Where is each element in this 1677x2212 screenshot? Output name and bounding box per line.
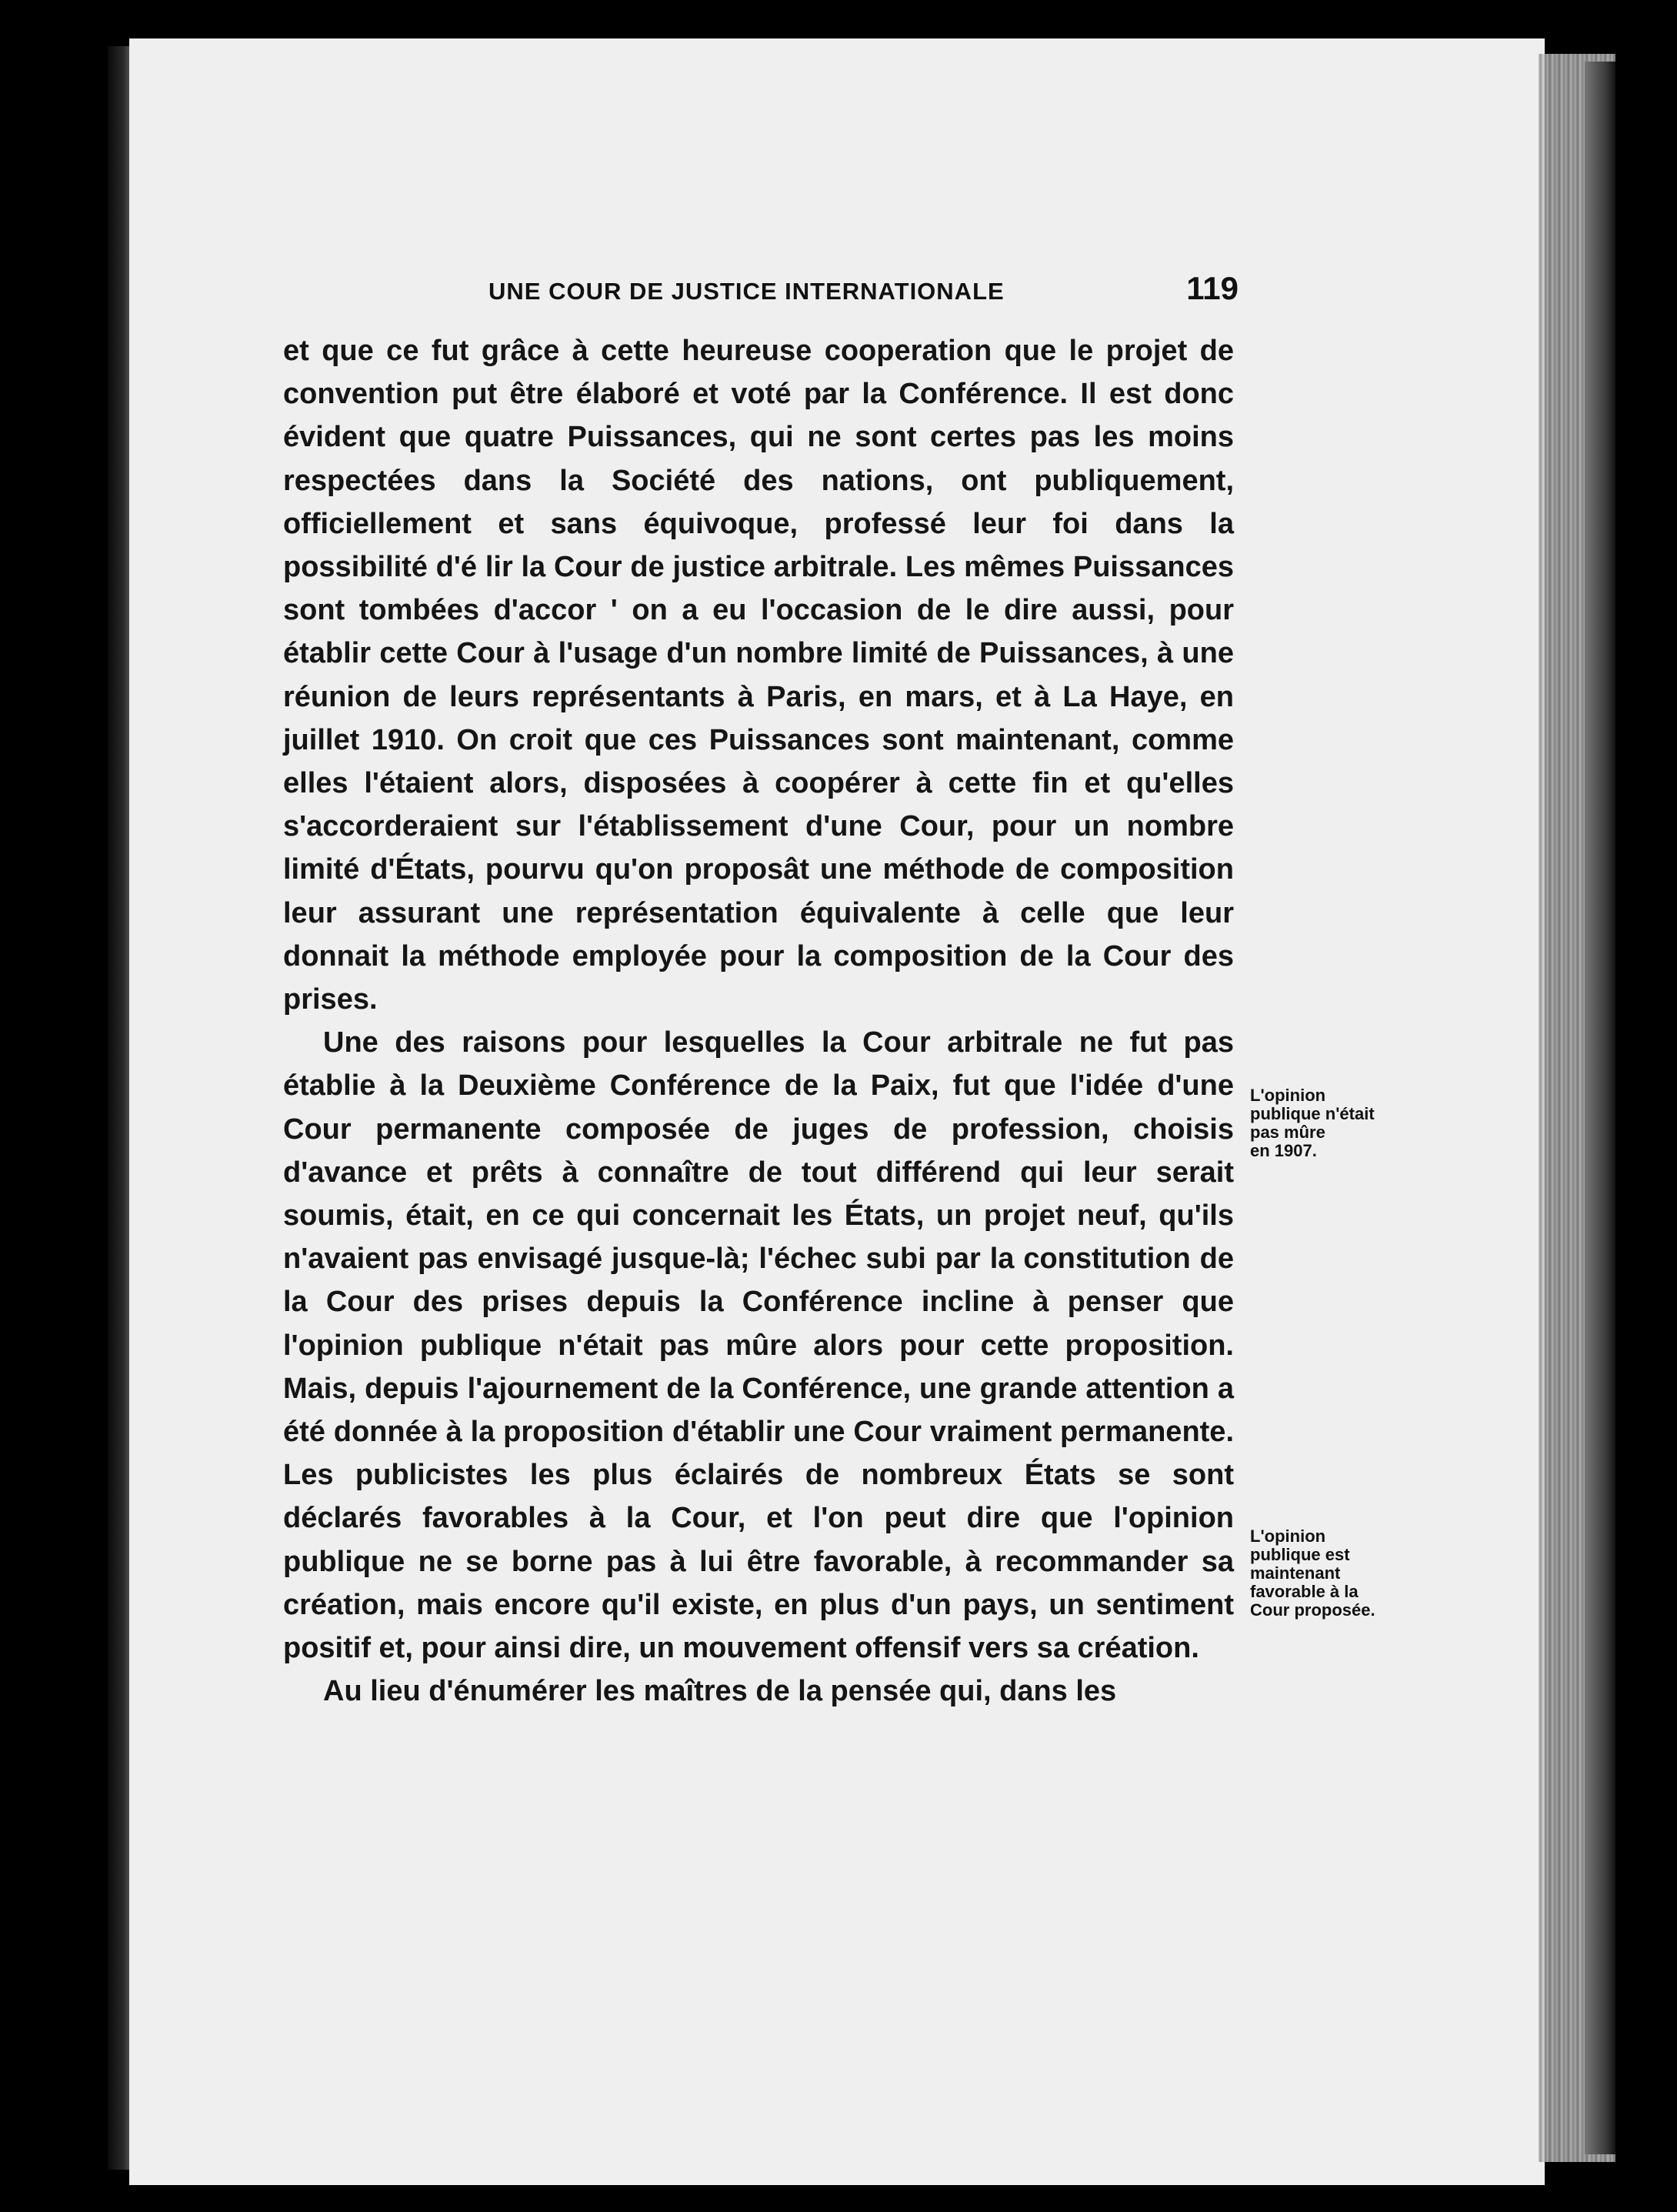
- running-head: [281, 265, 1239, 312]
- margin-note-line: Cour proposée.: [1250, 1600, 1375, 1620]
- margin-note-line: L'opinion: [1250, 1526, 1326, 1546]
- margin-note-1: [1250, 1086, 1427, 1160]
- paragraph-1: et que ce fut grâce à cette heureuse cooperation que le projet de convention put être élaboré et voté par la Conférence. Il est donc évident que quatre Puissances, qui ne sont certes pas les moins respectées dans la Société des nations, ont publiquement, officiellement et sans équivoque, professé leur foi dans la possibilité d'é lir la Cour de justice arbitrale. Les mêmes Puissances sont tombées d'accor ' on a eu l'occasion de le dire aussi, pour établir cette Cour à l'usage d'un nombre limité de Puissances, à une réunion de leurs représentants à Paris, en mars, et à La Haye, en juillet 1910. On croit que ces Puissances sont maintenant, comme elles l'étaient alors, disposées à coopérer à cette fin et qu'elles s'accorderaient sur l'établissement d'une Cour, pour un nombre limité d'États, pourvu qu'on proposât une méthode de composition leur assurant une représentation équivalente à celle que leur donnait la méthode employée pour la composition de la Cour des prises.: [283, 335, 1234, 1016]
- margin-note-line: maintenant: [1250, 1563, 1341, 1583]
- margin-note-line: pas mûre: [1250, 1123, 1325, 1142]
- margin-note-line: en 1907.: [1250, 1141, 1317, 1160]
- paragraph-2: Une des raisons pour lesquelles la Cour arbitrale ne fut pas établie à la Deuxième Conférence de la Paix, fut que l'idée d'une Cour permanente composée de juges de profession, choisis d'avance et prêts à connaître de tout différend qui leur serait soumis, était, en ce qui concernait les États, un projet neuf, qu'ils n'avaient pas envisagé jusque-là; l'échec subi par la constitution de la Cour des prises depuis la Conférence incline à penser que l'opinion publique n'était pas mûre alors pour cette proposition. Mais, depuis l'ajournement de la Conférence, une grande attention a été donnée à la proposition d'établir une Cour vraiment permanente. Les publicistes les plus éclairés de nombreux États se sont déclarés favorables à la Cour, et l'on peut dire que l'opinion publique ne se borne pas à lui être favorable, à recommander sa création, mais encore qu'il existe, en plus d'un pays, un sentiment positif et, pour ainsi dire, un mouvement offensif vers sa création.: [283, 1026, 1234, 1665]
- book-edge-shadow: [1585, 62, 1615, 2154]
- page-number: 119: [1186, 270, 1239, 306]
- margin-note-line: L'opinion: [1250, 1086, 1326, 1105]
- margin-note-2: [1250, 1527, 1427, 1620]
- running-head-title: UNE COUR DE JUSTICE INTERNATIONALE: [488, 278, 1005, 305]
- margin-note-line: publique est: [1250, 1545, 1350, 1564]
- margin-note-line: publique n'était: [1250, 1104, 1375, 1123]
- body-text: [283, 329, 1234, 1713]
- paragraph-3: Au lieu d'énumérer les maîtres de la pensée qui, dans les: [323, 1675, 1117, 1708]
- margin-note-line: favorable à la: [1250, 1582, 1359, 1601]
